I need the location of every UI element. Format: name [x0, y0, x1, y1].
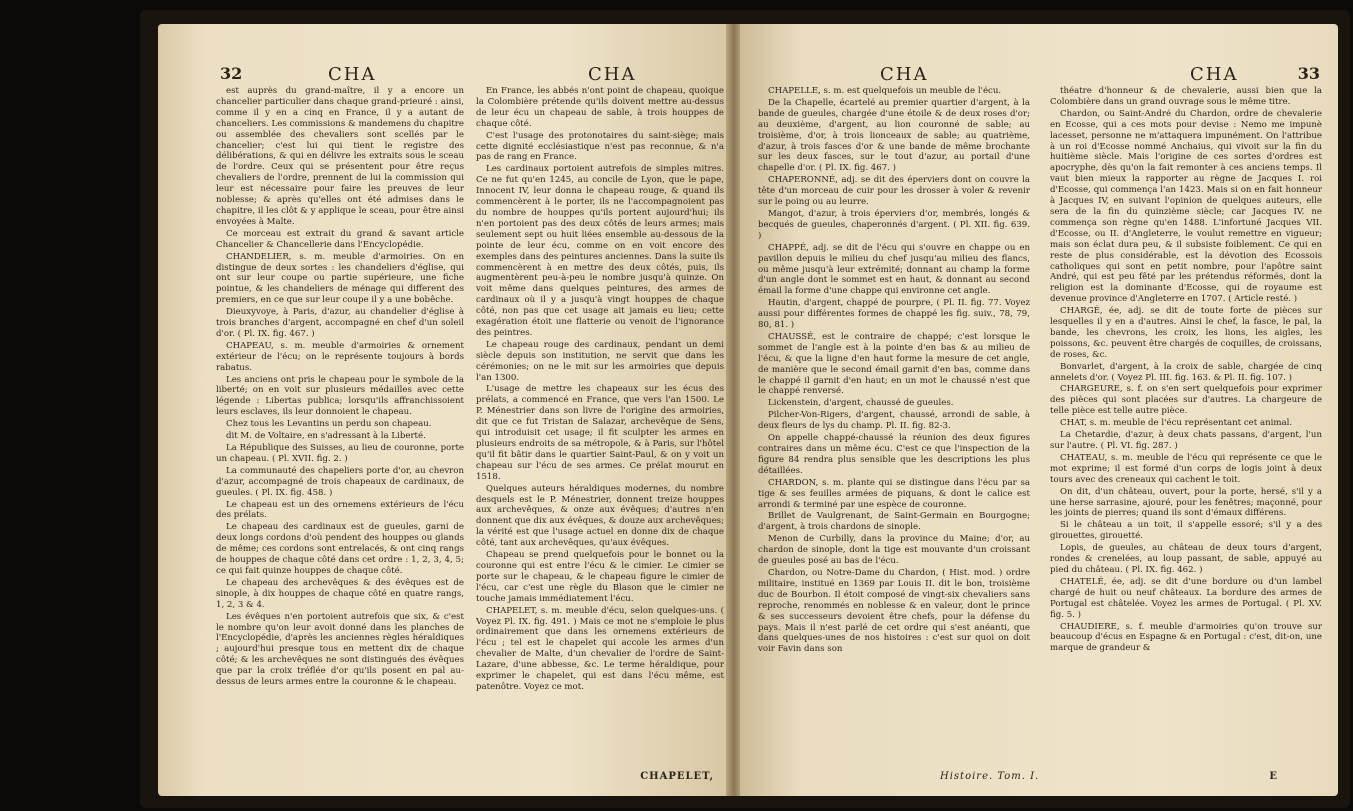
paragraph: dit M. de Voltaire, en s'adressant à la Liberté. [226, 431, 426, 442]
paragraph: On dit, d'un château, ouvert, pour la porte, hersé, s'il y a une herse sarrasine, ajouré, pour les fenêtres; maçonné, pour les joints de pierres; quand ils sont d'émaux différens. [1050, 486, 1322, 519]
running-head-left: CHA [328, 64, 377, 85]
paragraph: Le chapeau des cardinaux est de gueules, garni de deux longs cordons d'où pendent des houppes ou glands de même; ces cordons sont entrelacés, & ont cinq rangs de houppes de chaque côté dans cet ordre : 1, 2, 3, 4, 5; ce qui fait quinze houppes de chaque côté. [216, 522, 464, 576]
paragraph: CHAPELET, s. m. meuble d'écu, selon quelques-uns. ( Voyez Pl. IX. fig. 491. ) Mais ce mot ne s'emploie le plus ordinairement que dans les ornemens extérieurs de l'écu ; tel est le chapelet qui accole les armes d'un chevalier de Malte, d'un chevalier de l'ordre de Saint-Lazare, d'une abbesse, &c. Le terme héraldique, pour exprimer le chapelet, qui est dans l'écu même, est patenôtre. Voyez ce mot. [476, 605, 724, 692]
paragraph: La Chetardie, d'azur, à deux chats passans, d'argent, l'un sur l'autre. ( Pl. VI. fig. 287. ) [1050, 430, 1322, 451]
paragraph: Chardon, ou Notre-Dame du Chardon, ( Hist. mod. ) ordre militaire, institué en 1369 par Louis II. dit le bon, troisième duc de Bourbon. Il étoit composé de vingt-six chevaliers sans reproche, renommés en noblesse & en valeur, dont le prince & ses successeurs devoient être chefs, pour la défense du pays. Mais il n'est parlé de cet ordre qui s'est anéanti, que dans quelques-unes de nos histoires : c'est sur quoi on doit voir Favin dans son [758, 567, 1030, 655]
paragraph: Mangot, d'azur, à trois éperviers d'or, membrés, longés & becqués de gueules, chaperonnés d'argent. ( Pl. XII. fig. 639. ) [758, 208, 1030, 241]
text-column-1 [758, 86, 1030, 776]
paragraph: Hautin, d'argent, chappé de pourpre, ( Pl. II. fig. 77. Voyez aussi pour différentes formes de chappé les fig. suiv., 78, 79, 80, 81. ) [758, 298, 1030, 331]
text-column-2 [1050, 86, 1322, 776]
paragraph: Le chapeau rouge des cardinaux, pendant un demi siècle depuis son institution, ne servit que dans les cérémonies; on ne le mit sur les armoiries que depuis l'an 1300. [476, 339, 724, 383]
paragraph: CHAUDIERE, s. f. meuble d'armoiries qu'on trouve sur beaucoup d'écus en Espagne & en Portugal : c'est, dit-on, une marque de grandeur & [1050, 621, 1322, 654]
paragraph: CHAPEAU, s. m. meuble d'armoiries & ornement extérieur de l'écu; on le représente toujours à bords rabatus. [216, 340, 464, 373]
paragraph: théatre d'honneur & de chevalerie, aussi bien que la Colombière dans un grand ouvrage sous le même titre. [1050, 86, 1322, 107]
signature-mark: E [1269, 771, 1278, 782]
paragraph: Chapeau se prend quelquefois pour le bonnet ou la couronne qui est entre l'écu & le cimier. Le cimier se porte sur le chapeau, & le chapeau figure le cimier de l'écu, car c'est une règle du Blason que le cimier ne touche jamais immédiatement l'écu. [476, 550, 724, 604]
paragraph: Chardon, ou Saint-André du Chardon, ordre de chevalerie en Ecosse, qui a ces mots pour devise : Nemo me impunè lacesset, personne ne m'attaquera impunément. On l'attribue à un roi d'Ecosse nommé Anchaius, qui vivoit sur la fin du huitième siècle. Mais l'origine de ces sortes d'ordres est apocryphe, dès qu'on la fait remonter à ces anciens temps. Il vaut bien mieux la rapporter au règne de Jacques I. roi d'Ecosse, qui commença l'an 1423. Mais si on en fait honneur à Jacques IV, en suivant l'opinion de quelques auteurs, elle sera de la fin du quinzième siècle; car Jacques IV. ne commença son règne qu'en 1488. L'infortuné Jacques VII. d'Ecosse, ou II. d'Angleterre, le voulut remettre en vigueur; mais son éclat dura peu, & il subsiste foiblement. Ce qui en reste de plus considérable, est la dévotion des Ecossois catholiques qui sont en petit nombre, pour l'apôtre saint André, qui est peu fêté par les prétendus réformés, dont la religion est la dominante d'Ecosse, qui de royaume est devenue province d'Angleterre en 1707. ( Article resté. ) [1050, 108, 1322, 305]
text-column-2 [476, 86, 724, 776]
paragraph: Ce morceau est extrait du grand & savant article Chancelier & Chancellerie dans l'Encyclopédie. [216, 228, 464, 250]
catchword: CHAPELET, [640, 771, 714, 782]
paragraph: CHAPPÉ, adj. se dit de l'écu qui s'ouvre en chappe ou en pavillon depuis le milieu du chef jusqu'au milieu des flancs, ou même jusqu'à leur extrémité; donnant au champ la forme d'un angle dont le sommet est en haut, & donnant au second émail la forme d'une chappe qui environne cet angle. [758, 242, 1030, 297]
paragraph: Les anciens ont pris le chapeau pour le symbole de la liberté; on en voit sur plusieurs médailles avec cette légende : Libertas publica; lorsqu'ils affranchissoient leurs esclaves, ils leur donnoient le chapeau. [216, 374, 464, 418]
page-number: 33 [1297, 64, 1320, 83]
paragraph: C'est l'usage des protonotaires du saint-siège; mais cette dignité ecclésiastique n'est pas reconnue, & n'a pas de rang en France. [476, 130, 724, 163]
paragraph: Le chapeau des archevêques & des évêques est de sinople, à dix houppes de chaque côté en quatre rangs, 1, 2, 3 & 4. [216, 577, 464, 610]
paragraph: Pilcher-Von-Rigers, d'argent, chaussé, arrondi de sable, à deux fleurs de lys du champ. Pl. II. fig. 82-3. [758, 410, 1030, 432]
paragraph: est auprès du grand-maître, il y a encore un chancelier particulier dans chaque grand-prieuré : ainsi, comme il y en a cinq en France, il y a autant de chanceliers. Les commissions & mandemens du chapitre ou assemblée des chevaliers sont scellés par le chancelier; c'est lui qui tient le registre des délibérations, & qui en délivre les extraits sous le sceau de l'ordre. Ceux qui se présentent pour être reçus chevaliers de l'ordre, prennent de lui la commission qui leur est nécessaire pour faire les preuves de leur noblesse; & après qu'elles ont été admises dans le chapitre, il les clôt & y applique le sceau, pour être ainsi envoyées à Malte. [216, 86, 464, 227]
paragraph: Lickenstein, d'argent, chaussé de gueules. [768, 398, 954, 409]
paragraph: La communauté des chapeliers porte d'or, au chevron d'azur, accompagné de trois chapeaux de cardinaux, de gueules. ( Pl. IX. fig. 458. ) [216, 465, 464, 498]
paragraph: CHANDELIER, s. m. meuble d'armoiries. On en distingue de deux sortes : les chandeliers d'église, qui ont sur leur coupe ou partie supérieure, une fiche pointue, & les chandeliers de ménage qui different des premiers, en ce que sur leur coupe il y a une bobêche. [216, 251, 464, 306]
paragraph: Si le château a un toit, il s'appelle essoré; s'il y a des girouettes, girouetté. [1050, 520, 1322, 542]
right-page [740, 24, 1338, 796]
paragraph: Le chapeau est un des ornemens extérieurs de l'écu des prélats. [216, 499, 464, 521]
left-page [158, 24, 728, 796]
paragraph: CHARDON, s. m. plante qui se distingue dans l'écu par sa tige & ses feuilles armées de piquans, & dont le calice est arrondi & terminé par une espèce de couronne. [758, 477, 1030, 510]
page-number: 32 [220, 64, 243, 83]
paragraph: CHARGEURE, s. f. on s'en sert quelquefois pour exprimer des pièces qui sont placées sur d'autres. La chargeure de telle pièce est telle autre pièce. [1050, 384, 1322, 417]
signature-line: Histoire. Tom. I. [940, 771, 1040, 782]
paragraph: CHATEAU, s. m. meuble de l'écu qui représente ce que le mot exprime; il est formé d'un corps de logis joint à deux tours avec des creneaux qui cachent le toit. [1050, 452, 1322, 485]
paragraph: La République des Suisses, au lieu de couronne, porte un chapeau. ( Pl. XVII. fig. 2. ) [216, 443, 464, 464]
paragraph: De la Chapelle, écartelé au premier quartier d'argent, à la bande de gueules, chargée d'une étoile & de deux roses d'or; au deuxième, d'argent, au lion couronné de sable; au troisième, d'or, à trois lionceaux de sable; au quatrième, d'azur, à trois fasces d'or & une bande de même brochante sur les deux fasces, sur le tout d'azur, au portail d'une chapelle d'or. ( Pl. IX. fig. 467. ) [758, 97, 1030, 174]
paragraph: CHAPELLE, s. m. est quelquefois un meuble de l'écu. [768, 86, 1002, 96]
paragraph: Menon de Curbilly, dans la province du Maine; d'or, au chardon de sinople, dont la tige est mouvante d'un croissant de gueules posé au bas de l'écu. [758, 534, 1030, 567]
paragraph: On appelle chappé-chaussé la réunion des deux figures contraires dans un même écu. C'est ce que l'inspection de la figure 84 rendra plus sensible que les descriptions les plus détaillées. [758, 433, 1030, 476]
paragraph: Quelques auteurs héraldiques modernes, du nombre desquels est le P. Ménestrier, donnent treize houppes aux archevêques, & onze aux évêques; d'autres n'en donnent que dix aux évêques, & douze aux archevêques; la vérité est que l'usage actuel en donne dix de chaque côté, tant aux archevêques, qu'aux évêques. [476, 483, 724, 549]
paragraph: Les évêques n'en portoient autrefois que six, & c'est le nombre qu'on leur avoit donné dans les planches de l'Encyclopédie, d'après les anciennes règles héraldiques ; aujourd'hui presque tous en mettent dix de chaque côté; & les archevêques ne sont distingués des évêques que par la croix tréflée d'or qu'ils posent en pal au-dessus de leurs armes entre la couronne & le chapeau. [216, 611, 464, 688]
paragraph: L'usage de mettre les chapeaux sur les écus des prélats, a commencé en France, que vers l'an 1500. Le P. Ménestrier dans son livre de l'origine des armoiries, dit que ce fut Tristan de Salazar, archevêque de Sens, qui introduisit cet usage; il fit sculpter les armes en plusieurs endroits de sa métropole, & à Paris, sur l'hôtel qu'il fit bâtir dans le quartier Saint-Paul, & on y voit un chapeau sur l'écu de ses armes. Ce prélat mourut en 1518. [476, 384, 724, 482]
paragraph: CHAPERONNÉ, adj. se dit des éperviers dont on couvre la tête d'un morceau de cuir pour les drosser à voler & revenir sur le poing ou au leurre. [758, 175, 1030, 208]
running-head-right: CHA [588, 64, 637, 85]
running-head-left: CHA [880, 64, 929, 85]
paragraph: En France, les abbés n'ont point de chapeau, quoique la Colombière prétende qu'ils doivent mettre au-dessus de leur écu un chapeau de sable, à trois houppes de chaque côté. [476, 86, 724, 129]
paragraph: CHAT, s. m. meuble de l'écu représentant cet animal. [1060, 418, 1293, 429]
running-head-right: CHA [1190, 64, 1239, 85]
paragraph: CHATELÉ, ée, adj. se dit d'une bordure ou d'un lambel chargé de huit ou neuf châteaux. La bordure des armes de Portugal est châtelée. Voyez les armes de Portugal. ( Pl. XV. fig. 5. ) [1050, 576, 1322, 620]
paragraph: Chez tous les Levantins un perdu son chapeau. [226, 419, 432, 430]
book-spread [140, 10, 1350, 808]
paragraph: Les cardinaux portoient autrefois de simples mitres. Ce ne fut qu'en 1245, au concile de Lyon, que le pape, Innocent IV, leur donna le chapeau rouge, & quand ils commencèrent à le porter, ils ne l'accompagnoient pas du nombre de houppes qu'ils portent aujourd'hui; ils n'en portoient pas des deux côtés de leurs armes; mais seulement sept ou huit liées ensemble au-dessous de la pointe de leur écu, comme on en voit encore des exemples dans des peintures anciennes. Dans la suite ils commencèrent à en mettre des deux côtés, puis, ils augmentèrent peu-à-peu le nombre jusqu'à quinze. On voit même dans quelques peintures, des armes de cardinaux où il y a jusqu'à vingt houppes de chaque côté, non pas que cet usage ait jamais eu lieu; cette exagération étoit une flatterie ou venoit de l'ignorance des peintres. [476, 164, 724, 338]
paragraph: Brillet de Vaulgrenant, de Saint-Germain en Bourgogne; d'argent, à trois chardons de sinople. [758, 511, 1030, 533]
text-column-1 [216, 86, 464, 776]
paragraph: CHARGÉ, ée, adj. se dit de toute forte de pièces sur lesquelles il y en a d'autres. Ainsi le chef, la fasce, le pal, la bande, les chevrons, les croix, les lions, les aigles, les poissons, &c. peuvent être chargés de coquilles, de croissans, de roses, &c. [1050, 306, 1322, 360]
paragraph: Dieuxyvoye, à Paris, d'azur, au chandelier d'église à trois branches d'argent, accompagné en chef d'un soleil d'or. ( Pl. IX. fig. 467. ) [216, 307, 464, 339]
paragraph: Lopis, de gueules, au château de deux tours d'argent, rondes & crenelées, au loup passant, de sable, appuyé au pied du château. ( Pl. IX. fig. 462. ) [1050, 543, 1322, 575]
paragraph: CHAUSSÉ, est le contraire de chappé; c'est lorsque le sommet de l'angle est à la pointe d'en bas & au milieu de l'écu, & que la ligne d'en haut forme la mesure de cet angle, de manière que le second émail garnit d'en bas, comme dans le chappé il garnit d'en haut; en un mot le chaussé n'est que le chappé renversé. [758, 331, 1030, 397]
paragraph: Bonvarlet, d'argent, à la croix de sable, chargée de cinq annelets d'or. ( Voyez Pl. III. fig. 163. & Pl. II. fig. 107. ) [1050, 361, 1322, 383]
